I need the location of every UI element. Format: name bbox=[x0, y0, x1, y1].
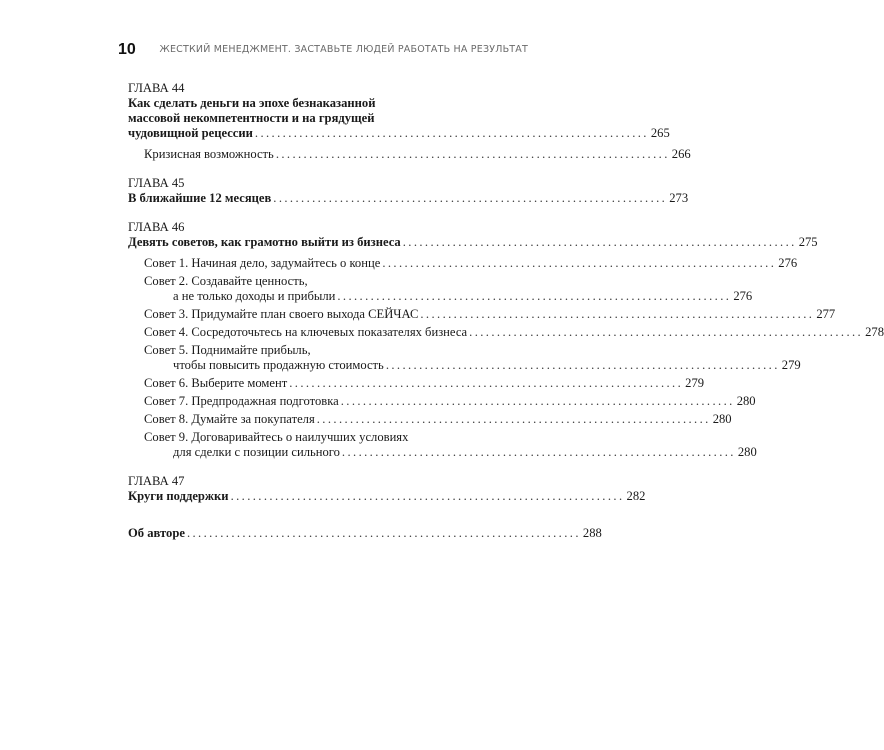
toc-entry-tip-6[interactable] bbox=[128, 376, 705, 391]
toc-entry-about-author[interactable] bbox=[128, 526, 602, 541]
entry-title: В ближайшие 12 месяцев bbox=[128, 191, 272, 205]
toc-entry-tip-2[interactable] bbox=[128, 289, 753, 304]
toc-entry-chapter-44[interactable] bbox=[128, 126, 670, 141]
page-ref: 277 bbox=[816, 307, 836, 321]
page-ref: 276 bbox=[733, 289, 753, 303]
table-of-contents bbox=[128, 81, 884, 541]
toc-entry-tip-9-line1: Совет 9. Договаривайтесь о наилучших условиях bbox=[144, 430, 409, 444]
toc-entry-tip-7[interactable] bbox=[128, 394, 756, 409]
entry-title: Совет 7. Предпродажная подготовка bbox=[144, 394, 339, 408]
entry-title-line2: а не только доходы и прибыли bbox=[173, 289, 336, 303]
page-ref: 278 bbox=[865, 325, 884, 339]
running-title: ЖЕСТКИЙ МЕНЕДЖМЕНТ. ЗАСТАВЬТЕ ЛЮДЕЙ РАБОТАТЬ НА РЕЗУЛЬТАТ bbox=[159, 44, 528, 55]
page-ref: 273 bbox=[669, 191, 689, 205]
page-ref: 280 bbox=[737, 445, 757, 459]
dot-leader: ....................................................................... bbox=[385, 358, 780, 372]
entry-title: Совет 8. Думайте за покупателя bbox=[144, 412, 315, 426]
page-ref: 279 bbox=[685, 376, 705, 390]
toc-entry-chapter-46[interactable] bbox=[128, 235, 818, 250]
entry-title: Совет 4. Сосредоточьтесь на ключевых показателях бизнеса bbox=[144, 325, 468, 339]
dot-leader: ....................................................................... bbox=[469, 325, 864, 339]
chapter-46-label: ГЛАВА 46 bbox=[128, 220, 185, 234]
entry-title-line2: чтобы повысить продажную стоимость bbox=[173, 358, 384, 372]
page-ref: 280 bbox=[712, 412, 732, 426]
dot-leader: ....................................................................... bbox=[273, 191, 668, 205]
dot-leader: ....................................................................... bbox=[337, 289, 732, 303]
page-number: 10 bbox=[118, 41, 136, 58]
toc-entry-tip-4[interactable] bbox=[128, 325, 884, 340]
toc-entry-tip-3[interactable] bbox=[128, 307, 836, 322]
chapter-44-label: ГЛАВА 44 bbox=[128, 81, 185, 95]
dot-leader: ....................................................................... bbox=[341, 445, 736, 459]
chapter-47-label: ГЛАВА 47 bbox=[128, 474, 185, 488]
page-ref: 276 bbox=[778, 256, 798, 270]
dot-leader: ....................................................................... bbox=[289, 376, 684, 390]
dot-leader: ....................................................................... bbox=[340, 394, 735, 408]
entry-title: Кризисная возможность bbox=[144, 147, 274, 161]
chapter-45-label: ГЛАВА 45 bbox=[128, 176, 185, 190]
toc-entry-tip-1[interactable] bbox=[128, 256, 798, 271]
dot-leader: ....................................................................... bbox=[275, 147, 670, 161]
entry-title-line2: для сделки с позиции сильного bbox=[173, 445, 340, 459]
entry-title: Круги поддержки bbox=[128, 489, 229, 503]
toc-entry-chapter-47[interactable] bbox=[128, 489, 646, 504]
chapter-44-title-line1: Как сделать деньги на эпохе безнаказанной bbox=[128, 96, 376, 110]
toc-entry-tip-5-line1: Совет 5. Поднимайте прибыль, bbox=[144, 343, 311, 357]
toc-entry-tip-9[interactable] bbox=[128, 445, 757, 460]
running-header bbox=[118, 40, 528, 62]
entry-title: Совет 3. Придумайте план своего выхода СЕЙЧАС bbox=[144, 307, 419, 321]
chapter-44-title-line2: массовой некомпетентности и на грядущей bbox=[128, 111, 375, 125]
page-ref: 282 bbox=[626, 489, 646, 503]
page-ref: 265 bbox=[650, 126, 670, 140]
dot-leader: ....................................................................... bbox=[230, 489, 625, 503]
entry-title: Совет 6. Выберите момент bbox=[144, 376, 288, 390]
toc-entry-chapter-45[interactable] bbox=[128, 191, 689, 206]
page-ref: 279 bbox=[781, 358, 801, 372]
toc-entry-tip-2-line1: Совет 2. Создавайте ценность, bbox=[144, 274, 308, 288]
dot-leader: ....................................................................... bbox=[420, 307, 815, 321]
dot-leader: ....................................................................... bbox=[382, 256, 777, 270]
page-ref: 288 bbox=[582, 526, 602, 540]
toc-entry-crisis-opportunity[interactable] bbox=[128, 147, 691, 162]
page-ref: 266 bbox=[671, 147, 691, 161]
page-ref: 280 bbox=[736, 394, 756, 408]
entry-title: Совет 1. Начиная дело, задумайтесь о конце bbox=[144, 256, 381, 270]
dot-leader: ....................................................................... bbox=[402, 235, 797, 249]
dot-leader: ....................................................................... bbox=[254, 126, 649, 140]
toc-entry-tip-8[interactable] bbox=[128, 412, 732, 427]
dot-leader: ....................................................................... bbox=[316, 412, 711, 426]
entry-title: Об авторе bbox=[128, 526, 185, 540]
dot-leader: ....................................................................... bbox=[186, 526, 581, 540]
toc-entry-tip-5[interactable] bbox=[128, 358, 801, 373]
entry-title: Девять советов, как грамотно выйти из бизнеса bbox=[128, 235, 401, 249]
chapter-44-title-line3: чудовищной рецессии bbox=[128, 126, 253, 140]
page-ref: 275 bbox=[798, 235, 818, 249]
